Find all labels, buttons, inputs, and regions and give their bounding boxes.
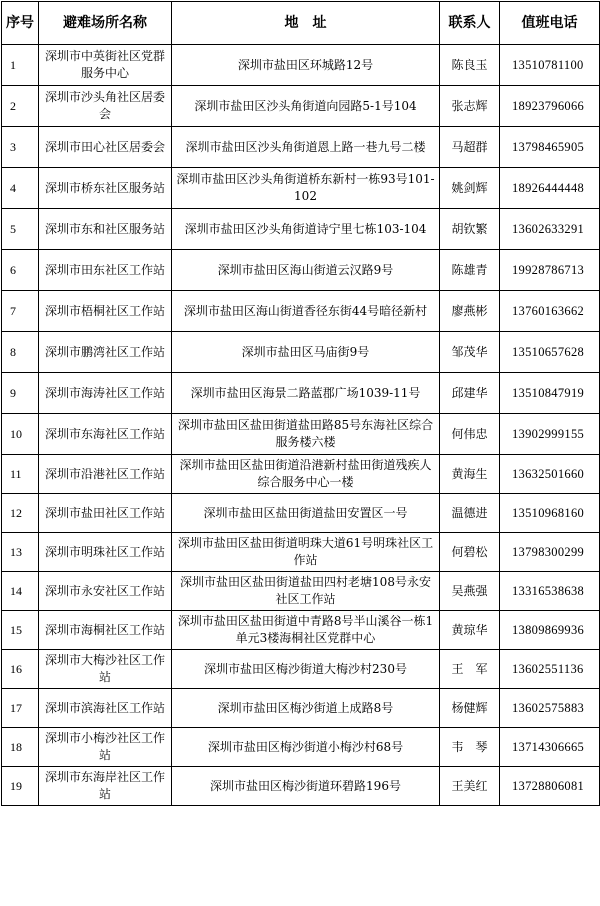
cell-no: 12 bbox=[2, 494, 39, 533]
table-body bbox=[2, 45, 600, 806]
cell-phone: 18923796066 bbox=[500, 86, 600, 127]
cell-phone: 13902999155 bbox=[500, 414, 600, 455]
cell-no: 6 bbox=[2, 250, 39, 291]
cell-contact: 马超群 bbox=[440, 127, 500, 168]
cell-no: 18 bbox=[2, 728, 39, 767]
table-row bbox=[2, 45, 600, 86]
table-row bbox=[2, 533, 600, 572]
table-row bbox=[2, 291, 600, 332]
cell-address: 深圳市盐田区海山街道云汉路9号 bbox=[172, 250, 440, 291]
cell-phone: 18926444448 bbox=[500, 168, 600, 209]
cell-contact: 胡钦繁 bbox=[440, 209, 500, 250]
shelter-table bbox=[1, 1, 600, 806]
cell-contact: 陈良玉 bbox=[440, 45, 500, 86]
cell-phone: 19928786713 bbox=[500, 250, 600, 291]
cell-address: 深圳市盐田区梅沙街道环碧路196号 bbox=[172, 767, 440, 806]
cell-contact: 邹茂华 bbox=[440, 332, 500, 373]
header-no: 序号 bbox=[2, 2, 39, 45]
cell-no: 14 bbox=[2, 572, 39, 611]
table-row bbox=[2, 332, 600, 373]
header-address: 地 址 bbox=[172, 2, 440, 45]
header-row bbox=[2, 2, 600, 45]
cell-phone: 13602575883 bbox=[500, 689, 600, 728]
cell-no: 19 bbox=[2, 767, 39, 806]
cell-contact: 黄海生 bbox=[440, 455, 500, 494]
table-row bbox=[2, 168, 600, 209]
table-row bbox=[2, 127, 600, 168]
cell-phone: 13728806081 bbox=[500, 767, 600, 806]
cell-shelter-name: 深圳市海桐社区工作站 bbox=[39, 611, 172, 650]
cell-shelter-name: 深圳市海涛社区工作站 bbox=[39, 373, 172, 414]
cell-shelter-name: 深圳市盐田社区工作站 bbox=[39, 494, 172, 533]
cell-shelter-name: 深圳市永安社区工作站 bbox=[39, 572, 172, 611]
cell-address: 深圳市盐田区海山街道香径东街44号暗径新村 bbox=[172, 291, 440, 332]
cell-phone: 13714306665 bbox=[500, 728, 600, 767]
cell-address: 深圳市盐田区环城路12号 bbox=[172, 45, 440, 86]
cell-no: 4 bbox=[2, 168, 39, 209]
cell-phone: 13809869936 bbox=[500, 611, 600, 650]
cell-contact: 姚剑辉 bbox=[440, 168, 500, 209]
cell-shelter-name: 深圳市东海岸社区工作站 bbox=[39, 767, 172, 806]
cell-address: 深圳市盐田区梅沙街道上成路8号 bbox=[172, 689, 440, 728]
cell-phone: 13632501660 bbox=[500, 455, 600, 494]
cell-no: 1 bbox=[2, 45, 39, 86]
cell-contact: 陈雄青 bbox=[440, 250, 500, 291]
cell-shelter-name: 深圳市沙头角社区居委会 bbox=[39, 86, 172, 127]
cell-no: 8 bbox=[2, 332, 39, 373]
cell-address: 深圳市盐田区盐田街道盐田四村老塘108号永安社区工作站 bbox=[172, 572, 440, 611]
cell-address: 深圳市盐田区梅沙街道大梅沙村230号 bbox=[172, 650, 440, 689]
cell-no: 3 bbox=[2, 127, 39, 168]
cell-shelter-name: 深圳市田心社区居委会 bbox=[39, 127, 172, 168]
cell-shelter-name: 深圳市中英街社区党群服务中心 bbox=[39, 45, 172, 86]
cell-contact: 张志辉 bbox=[440, 86, 500, 127]
table-row bbox=[2, 611, 600, 650]
header-phone: 值班电话 bbox=[500, 2, 600, 45]
cell-address: 深圳市盐田区沙头角街道恩上路一巷九号二楼 bbox=[172, 127, 440, 168]
cell-shelter-name: 深圳市鹏湾社区工作站 bbox=[39, 332, 172, 373]
table-row bbox=[2, 455, 600, 494]
cell-phone: 13316538638 bbox=[500, 572, 600, 611]
cell-contact: 邱建华 bbox=[440, 373, 500, 414]
cell-shelter-name: 深圳市明珠社区工作站 bbox=[39, 533, 172, 572]
cell-no: 7 bbox=[2, 291, 39, 332]
table-row bbox=[2, 209, 600, 250]
table-row bbox=[2, 689, 600, 728]
table-row bbox=[2, 86, 600, 127]
cell-shelter-name: 深圳市东和社区服务站 bbox=[39, 209, 172, 250]
cell-address: 深圳市盐田区盐田街道盐田路85号东海社区综合服务楼六楼 bbox=[172, 414, 440, 455]
cell-phone: 13760163662 bbox=[500, 291, 600, 332]
cell-no: 5 bbox=[2, 209, 39, 250]
table-row bbox=[2, 494, 600, 533]
cell-no: 9 bbox=[2, 373, 39, 414]
cell-contact: 黄琼华 bbox=[440, 611, 500, 650]
table-row bbox=[2, 572, 600, 611]
cell-contact: 吴燕强 bbox=[440, 572, 500, 611]
cell-shelter-name: 深圳市田东社区工作站 bbox=[39, 250, 172, 291]
cell-contact: 王美红 bbox=[440, 767, 500, 806]
table-row bbox=[2, 767, 600, 806]
cell-no: 16 bbox=[2, 650, 39, 689]
cell-contact: 何碧松 bbox=[440, 533, 500, 572]
cell-shelter-name: 深圳市桥东社区服务站 bbox=[39, 168, 172, 209]
cell-contact: 杨健辉 bbox=[440, 689, 500, 728]
cell-no: 17 bbox=[2, 689, 39, 728]
cell-address: 深圳市盐田区马庙街9号 bbox=[172, 332, 440, 373]
header-name: 避难场所名称 bbox=[39, 2, 172, 45]
cell-address: 深圳市盐田区盐田街道明珠大道61号明珠社区工作站 bbox=[172, 533, 440, 572]
cell-shelter-name: 深圳市大梅沙社区工作站 bbox=[39, 650, 172, 689]
cell-shelter-name: 深圳市沿港社区工作站 bbox=[39, 455, 172, 494]
cell-phone: 13510781100 bbox=[500, 45, 600, 86]
cell-no: 15 bbox=[2, 611, 39, 650]
cell-shelter-name: 深圳市梧桐社区工作站 bbox=[39, 291, 172, 332]
cell-phone: 13602633291 bbox=[500, 209, 600, 250]
cell-phone: 13602551136 bbox=[500, 650, 600, 689]
cell-address: 深圳市盐田区盐田街道沿港新村盐田街道残疾人综合服务中心一楼 bbox=[172, 455, 440, 494]
cell-shelter-name: 深圳市小梅沙社区工作站 bbox=[39, 728, 172, 767]
cell-no: 10 bbox=[2, 414, 39, 455]
cell-contact: 廖燕彬 bbox=[440, 291, 500, 332]
cell-contact: 何伟忠 bbox=[440, 414, 500, 455]
cell-contact: 韦 琴 bbox=[440, 728, 500, 767]
header-contact: 联系人 bbox=[440, 2, 500, 45]
cell-no: 13 bbox=[2, 533, 39, 572]
cell-address: 深圳市盐田区海景二路蓝郡广场1039-11号 bbox=[172, 373, 440, 414]
cell-contact: 温德进 bbox=[440, 494, 500, 533]
cell-phone: 13510847919 bbox=[500, 373, 600, 414]
cell-address: 深圳市盐田区盐田街道盐田安置区一号 bbox=[172, 494, 440, 533]
cell-phone: 13798300299 bbox=[500, 533, 600, 572]
cell-no: 11 bbox=[2, 455, 39, 494]
cell-phone: 13510968160 bbox=[500, 494, 600, 533]
table-row bbox=[2, 414, 600, 455]
cell-address: 深圳市盐田区沙头角街道向园路5-1号104 bbox=[172, 86, 440, 127]
table-row bbox=[2, 250, 600, 291]
table-row bbox=[2, 650, 600, 689]
cell-no: 2 bbox=[2, 86, 39, 127]
cell-address: 深圳市盐田区梅沙街道小梅沙村68号 bbox=[172, 728, 440, 767]
cell-address: 深圳市盐田区盐田街道中青路8号半山溪谷一栋1单元3楼海桐社区党群中心 bbox=[172, 611, 440, 650]
cell-shelter-name: 深圳市东海社区工作站 bbox=[39, 414, 172, 455]
cell-address: 深圳市盐田区沙头角街道诗宁里七栋103-104 bbox=[172, 209, 440, 250]
cell-contact: 王 军 bbox=[440, 650, 500, 689]
cell-shelter-name: 深圳市滨海社区工作站 bbox=[39, 689, 172, 728]
cell-phone: 13510657628 bbox=[500, 332, 600, 373]
table-row bbox=[2, 373, 600, 414]
cell-phone: 13798465905 bbox=[500, 127, 600, 168]
table-row bbox=[2, 728, 600, 767]
cell-address: 深圳市盐田区沙头角街道桥东新村一栋93号101-102 bbox=[172, 168, 440, 209]
